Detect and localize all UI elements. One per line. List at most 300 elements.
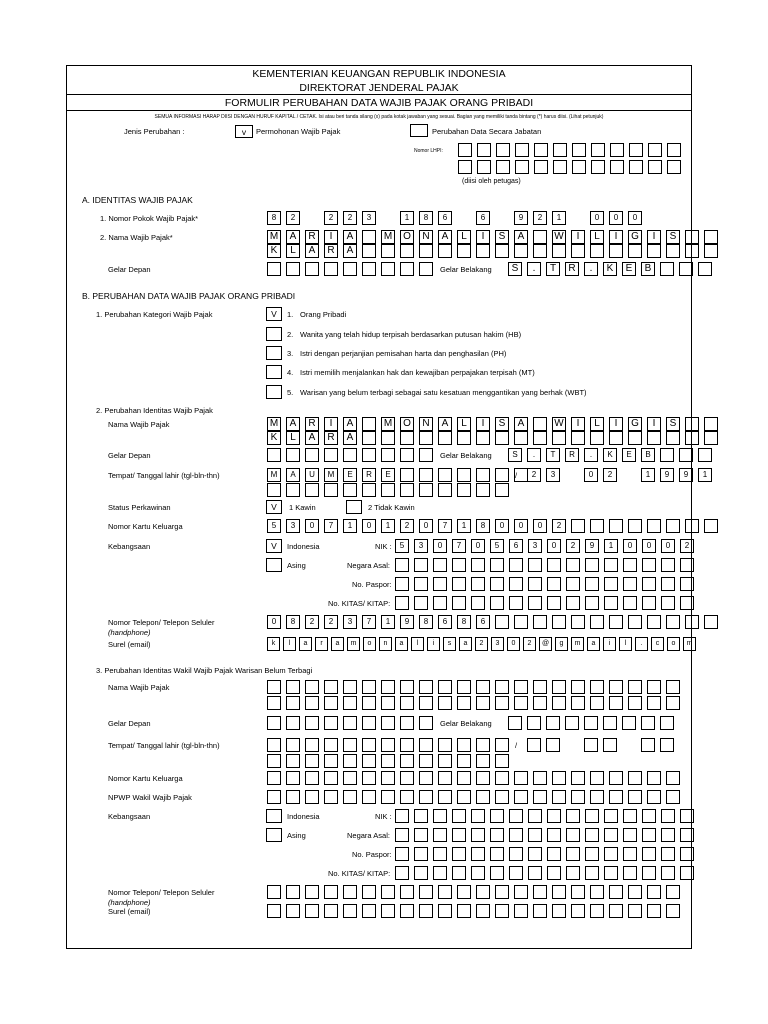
char-box[interactable] <box>381 696 395 710</box>
b3-telepon-grid[interactable] <box>267 885 685 899</box>
b3-tempat-grid-row2[interactable] <box>267 754 514 768</box>
char-box[interactable] <box>547 809 561 823</box>
char-box[interactable] <box>547 866 561 880</box>
char-box[interactable] <box>609 615 623 629</box>
char-box[interactable] <box>343 448 357 462</box>
char-box[interactable] <box>666 680 680 694</box>
char-box[interactable]: 0 <box>628 211 642 225</box>
char-box[interactable] <box>704 615 718 629</box>
char-box[interactable]: E <box>622 262 636 276</box>
char-box[interactable]: 2 <box>566 539 580 553</box>
b3-tempat-grid[interactable] <box>267 738 514 752</box>
char-box[interactable] <box>305 483 319 497</box>
char-box[interactable] <box>438 680 452 694</box>
char-box[interactable]: A <box>305 431 319 445</box>
char-box[interactable] <box>324 680 338 694</box>
char-box[interactable] <box>514 696 528 710</box>
char-box[interactable] <box>566 866 580 880</box>
char-box[interactable] <box>585 558 599 572</box>
char-box[interactable] <box>585 596 599 610</box>
char-box[interactable] <box>704 417 718 431</box>
char-box[interactable] <box>647 771 661 785</box>
char-box[interactable] <box>419 696 433 710</box>
char-box[interactable] <box>623 596 637 610</box>
char-box[interactable] <box>477 143 491 157</box>
char-box[interactable]: I <box>324 230 338 244</box>
char-box[interactable] <box>362 483 376 497</box>
char-box[interactable] <box>381 244 395 258</box>
char-box[interactable]: i <box>427 637 440 651</box>
char-box[interactable]: 0 <box>584 468 598 482</box>
char-box[interactable]: 8 <box>286 615 300 629</box>
char-box[interactable] <box>343 483 357 497</box>
char-box[interactable] <box>680 809 694 823</box>
char-box[interactable]: A <box>343 244 357 258</box>
char-box[interactable]: 3 <box>362 211 376 225</box>
char-box[interactable] <box>685 519 699 533</box>
char-box[interactable] <box>533 615 547 629</box>
char-box[interactable]: R <box>324 431 338 445</box>
permohonan-checkbox[interactable]: v <box>235 125 253 138</box>
b-gelar-depan-grid[interactable] <box>267 448 438 462</box>
indonesia-checkbox[interactable]: V <box>266 539 282 553</box>
char-box[interactable] <box>324 885 338 899</box>
char-box[interactable] <box>610 160 624 174</box>
char-box[interactable] <box>414 596 428 610</box>
char-box[interactable] <box>471 866 485 880</box>
char-box[interactable] <box>648 143 662 157</box>
char-box[interactable]: U <box>305 468 319 482</box>
char-box[interactable] <box>267 716 281 730</box>
char-box[interactable] <box>509 809 523 823</box>
char-box[interactable] <box>477 160 491 174</box>
char-box[interactable] <box>661 558 675 572</box>
char-box[interactable] <box>660 716 674 730</box>
char-box[interactable]: 0 <box>433 539 447 553</box>
char-box[interactable]: L <box>286 244 300 258</box>
char-box[interactable] <box>433 596 447 610</box>
char-box[interactable] <box>590 244 604 258</box>
char-box[interactable] <box>267 448 281 462</box>
char-box[interactable]: 0 <box>362 519 376 533</box>
char-box[interactable]: . <box>584 262 598 276</box>
char-box[interactable] <box>476 904 490 918</box>
char-box[interactable] <box>433 866 447 880</box>
char-box[interactable]: 6 <box>438 211 452 225</box>
char-box[interactable] <box>604 596 618 610</box>
char-box[interactable] <box>552 904 566 918</box>
char-box[interactable] <box>609 519 623 533</box>
char-box[interactable] <box>509 558 523 572</box>
char-box[interactable]: 6 <box>509 539 523 553</box>
char-box[interactable] <box>452 577 466 591</box>
char-box[interactable]: m <box>347 637 360 651</box>
char-box[interactable]: I <box>609 230 623 244</box>
char-box[interactable]: . <box>527 262 541 276</box>
char-box[interactable]: K <box>603 262 617 276</box>
jabatan-checkbox[interactable] <box>410 124 428 137</box>
char-box[interactable]: 9 <box>679 468 693 482</box>
char-box[interactable] <box>590 904 604 918</box>
char-box[interactable] <box>666 696 680 710</box>
char-box[interactable] <box>490 847 504 861</box>
char-box[interactable] <box>400 244 414 258</box>
char-box[interactable] <box>528 866 542 880</box>
char-box[interactable] <box>552 615 566 629</box>
char-box[interactable]: 7 <box>452 539 466 553</box>
char-box[interactable]: R <box>362 468 376 482</box>
char-box[interactable] <box>324 738 338 752</box>
char-box[interactable] <box>661 596 675 610</box>
char-box[interactable] <box>452 866 466 880</box>
char-box[interactable] <box>610 143 624 157</box>
char-box[interactable] <box>514 615 528 629</box>
char-box[interactable] <box>547 847 561 861</box>
char-box[interactable]: S <box>495 230 509 244</box>
char-box[interactable] <box>496 143 510 157</box>
char-box[interactable] <box>438 244 452 258</box>
char-box[interactable] <box>457 696 471 710</box>
char-box[interactable] <box>490 558 504 572</box>
char-box[interactable] <box>414 558 428 572</box>
char-box[interactable] <box>628 885 642 899</box>
char-box[interactable]: I <box>647 417 661 431</box>
char-box[interactable] <box>286 754 300 768</box>
char-box[interactable] <box>590 680 604 694</box>
char-box[interactable] <box>476 885 490 899</box>
kitas-grid[interactable] <box>395 596 699 610</box>
char-box[interactable] <box>604 866 618 880</box>
char-box[interactable] <box>324 262 338 276</box>
char-box[interactable] <box>395 558 409 572</box>
char-box[interactable] <box>623 866 637 880</box>
char-box[interactable] <box>647 680 661 694</box>
char-box[interactable]: 8 <box>419 615 433 629</box>
char-box[interactable] <box>547 577 561 591</box>
char-box[interactable]: A <box>286 417 300 431</box>
char-box[interactable] <box>590 431 604 445</box>
char-box[interactable] <box>362 696 376 710</box>
char-box[interactable] <box>267 754 281 768</box>
char-box[interactable] <box>628 771 642 785</box>
char-box[interactable]: L <box>286 431 300 445</box>
char-box[interactable] <box>609 885 623 899</box>
char-box[interactable] <box>343 262 357 276</box>
b-gelar-belakang-grid[interactable] <box>508 448 717 462</box>
char-box[interactable] <box>509 828 523 842</box>
char-box[interactable] <box>457 680 471 694</box>
char-box[interactable] <box>515 160 529 174</box>
char-box[interactable] <box>433 577 447 591</box>
char-box[interactable] <box>642 596 656 610</box>
b3-gelar-depan-grid[interactable] <box>267 716 438 730</box>
char-box[interactable] <box>515 143 529 157</box>
char-box[interactable]: 9 <box>514 211 528 225</box>
char-box[interactable] <box>590 519 604 533</box>
char-box[interactable] <box>680 847 694 861</box>
char-box[interactable] <box>661 577 675 591</box>
char-box[interactable] <box>509 866 523 880</box>
telepon-grid[interactable] <box>267 615 723 629</box>
char-box[interactable]: s <box>443 637 456 651</box>
char-box[interactable] <box>628 244 642 258</box>
tanggal-lahir-grid[interactable] <box>527 468 717 482</box>
char-box[interactable]: 1 <box>552 211 566 225</box>
char-box[interactable]: W <box>552 417 566 431</box>
lhpi-grid[interactable] <box>458 160 686 174</box>
char-box[interactable] <box>704 230 718 244</box>
char-box[interactable] <box>400 448 414 462</box>
char-box[interactable] <box>471 828 485 842</box>
char-box[interactable] <box>414 577 428 591</box>
char-box[interactable] <box>476 738 490 752</box>
char-box[interactable] <box>381 431 395 445</box>
char-box[interactable] <box>452 847 466 861</box>
char-box[interactable] <box>609 680 623 694</box>
char-box[interactable]: o <box>363 637 376 651</box>
char-box[interactable]: K <box>603 448 617 462</box>
char-box[interactable] <box>395 809 409 823</box>
char-box[interactable] <box>552 885 566 899</box>
char-box[interactable] <box>566 847 580 861</box>
surel-grid[interactable] <box>267 637 691 651</box>
char-box[interactable] <box>286 885 300 899</box>
char-box[interactable] <box>704 431 718 445</box>
char-box[interactable]: E <box>343 468 357 482</box>
char-box[interactable]: A <box>286 468 300 482</box>
char-box[interactable] <box>667 143 681 157</box>
char-box[interactable]: 1 <box>381 519 395 533</box>
char-box[interactable] <box>400 771 414 785</box>
char-box[interactable] <box>528 828 542 842</box>
char-box[interactable] <box>419 262 433 276</box>
char-box[interactable] <box>533 771 547 785</box>
char-box[interactable] <box>647 696 661 710</box>
char-box[interactable] <box>457 483 471 497</box>
char-box[interactable]: 6 <box>476 615 490 629</box>
name-grid-row1[interactable] <box>267 230 723 244</box>
char-box[interactable] <box>533 417 547 431</box>
char-box[interactable] <box>419 244 433 258</box>
char-box[interactable] <box>381 483 395 497</box>
char-box[interactable] <box>267 738 281 752</box>
char-box[interactable] <box>591 143 605 157</box>
char-box[interactable] <box>305 696 319 710</box>
char-box[interactable]: c <box>651 637 664 651</box>
char-box[interactable] <box>509 596 523 610</box>
char-box[interactable] <box>362 417 376 431</box>
char-box[interactable] <box>590 771 604 785</box>
char-box[interactable] <box>419 716 433 730</box>
char-box[interactable]: 2 <box>552 519 566 533</box>
char-box[interactable]: 5 <box>395 539 409 553</box>
char-box[interactable]: S <box>495 417 509 431</box>
char-box[interactable] <box>381 904 395 918</box>
char-box[interactable] <box>471 809 485 823</box>
char-box[interactable] <box>400 904 414 918</box>
char-box[interactable] <box>476 790 490 804</box>
char-box[interactable] <box>571 790 585 804</box>
char-box[interactable] <box>362 431 376 445</box>
char-box[interactable]: M <box>381 417 395 431</box>
char-box[interactable] <box>565 716 579 730</box>
char-box[interactable]: 0 <box>547 539 561 553</box>
char-box[interactable] <box>395 596 409 610</box>
char-box[interactable]: 8 <box>457 615 471 629</box>
nik-grid[interactable] <box>395 539 699 553</box>
char-box[interactable]: 0 <box>495 519 509 533</box>
char-box[interactable]: A <box>343 431 357 445</box>
char-box[interactable] <box>381 738 395 752</box>
char-box[interactable]: 8 <box>267 211 281 225</box>
char-box[interactable] <box>458 160 472 174</box>
char-box[interactable]: 0 <box>507 637 520 651</box>
char-box[interactable]: I <box>476 230 490 244</box>
char-box[interactable] <box>452 596 466 610</box>
char-box[interactable] <box>286 790 300 804</box>
char-box[interactable] <box>452 828 466 842</box>
char-box[interactable]: l <box>283 637 296 651</box>
char-box[interactable] <box>433 828 447 842</box>
char-box[interactable]: m <box>571 637 584 651</box>
char-box[interactable] <box>495 431 509 445</box>
char-box[interactable]: 2 <box>305 615 319 629</box>
char-box[interactable] <box>343 738 357 752</box>
char-box[interactable]: 8 <box>419 211 433 225</box>
char-box[interactable] <box>667 160 681 174</box>
char-box[interactable] <box>647 615 661 629</box>
char-box[interactable]: 3 <box>491 637 504 651</box>
char-box[interactable] <box>490 828 504 842</box>
char-box[interactable]: 2 <box>533 211 547 225</box>
char-box[interactable] <box>514 244 528 258</box>
char-box[interactable]: A <box>305 244 319 258</box>
char-box[interactable] <box>571 615 585 629</box>
char-box[interactable] <box>571 680 585 694</box>
char-box[interactable] <box>647 790 661 804</box>
char-box[interactable]: a <box>587 637 600 651</box>
char-box[interactable]: a <box>395 637 408 651</box>
char-box[interactable]: a <box>299 637 312 651</box>
char-box[interactable] <box>666 431 680 445</box>
char-box[interactable] <box>286 904 300 918</box>
char-box[interactable] <box>343 885 357 899</box>
char-box[interactable] <box>362 885 376 899</box>
char-box[interactable] <box>457 904 471 918</box>
char-box[interactable]: n <box>379 637 392 651</box>
negara-asal-grid[interactable] <box>395 558 699 572</box>
char-box[interactable] <box>704 244 718 258</box>
char-box[interactable] <box>305 904 319 918</box>
char-box[interactable] <box>552 696 566 710</box>
char-box[interactable]: 1 <box>343 519 357 533</box>
char-box[interactable] <box>457 431 471 445</box>
char-box[interactable]: 2 <box>527 468 541 482</box>
b3-nik-grid[interactable] <box>395 809 699 823</box>
char-box[interactable] <box>381 790 395 804</box>
char-box[interactable]: 3 <box>528 539 542 553</box>
gelar-belakang-grid[interactable] <box>508 262 717 276</box>
char-box[interactable] <box>533 885 547 899</box>
char-box[interactable]: L <box>457 230 471 244</box>
asing-checkbox[interactable] <box>266 558 282 572</box>
char-box[interactable] <box>419 680 433 694</box>
kategori-wbt-checkbox[interactable] <box>266 385 282 399</box>
char-box[interactable] <box>438 431 452 445</box>
char-box[interactable]: R <box>305 417 319 431</box>
char-box[interactable] <box>490 866 504 880</box>
char-box[interactable]: 5 <box>490 539 504 553</box>
char-box[interactable]: 2 <box>343 211 357 225</box>
char-box[interactable] <box>514 885 528 899</box>
char-box[interactable]: K <box>267 244 281 258</box>
char-box[interactable] <box>533 696 547 710</box>
char-box[interactable]: 1 <box>641 468 655 482</box>
char-box[interactable] <box>490 596 504 610</box>
char-box[interactable] <box>547 596 561 610</box>
char-box[interactable] <box>585 828 599 842</box>
char-box[interactable]: I <box>324 417 338 431</box>
char-box[interactable]: I <box>571 230 585 244</box>
kategori-op-checkbox[interactable]: V <box>266 307 282 321</box>
char-box[interactable]: N <box>419 417 433 431</box>
char-box[interactable] <box>642 577 656 591</box>
char-box[interactable] <box>552 244 566 258</box>
char-box[interactable] <box>642 809 656 823</box>
char-box[interactable]: 6 <box>476 211 490 225</box>
char-box[interactable] <box>419 431 433 445</box>
char-box[interactable] <box>400 754 414 768</box>
char-box[interactable]: o <box>667 637 680 651</box>
char-box[interactable] <box>603 738 617 752</box>
char-box[interactable] <box>419 885 433 899</box>
char-box[interactable] <box>685 230 699 244</box>
char-box[interactable] <box>514 771 528 785</box>
tempat-lahir-grid[interactable] <box>267 468 533 482</box>
char-box[interactable]: 2 <box>603 468 617 482</box>
char-box[interactable] <box>552 771 566 785</box>
char-box[interactable] <box>343 754 357 768</box>
char-box[interactable] <box>698 262 712 276</box>
char-box[interactable] <box>362 771 376 785</box>
char-box[interactable] <box>476 431 490 445</box>
char-box[interactable]: W <box>552 230 566 244</box>
char-box[interactable] <box>267 696 281 710</box>
char-box[interactable] <box>553 143 567 157</box>
tempat-lahir-grid-row2[interactable] <box>267 483 514 497</box>
char-box[interactable]: T <box>546 262 560 276</box>
char-box[interactable]: 2 <box>324 615 338 629</box>
char-box[interactable] <box>642 828 656 842</box>
char-box[interactable] <box>495 680 509 694</box>
char-box[interactable] <box>685 417 699 431</box>
char-box[interactable] <box>490 577 504 591</box>
char-box[interactable] <box>508 716 522 730</box>
char-box[interactable]: 2 <box>523 637 536 651</box>
char-box[interactable] <box>490 809 504 823</box>
b3-surel-grid[interactable] <box>267 904 685 918</box>
char-box[interactable]: R <box>565 448 579 462</box>
char-box[interactable]: R <box>305 230 319 244</box>
char-box[interactable]: M <box>324 468 338 482</box>
char-box[interactable] <box>641 716 655 730</box>
gelar-depan-grid[interactable] <box>267 262 438 276</box>
char-box[interactable] <box>661 828 675 842</box>
char-box[interactable]: 0 <box>471 539 485 553</box>
char-box[interactable] <box>476 244 490 258</box>
char-box[interactable] <box>400 468 414 482</box>
char-box[interactable] <box>495 696 509 710</box>
